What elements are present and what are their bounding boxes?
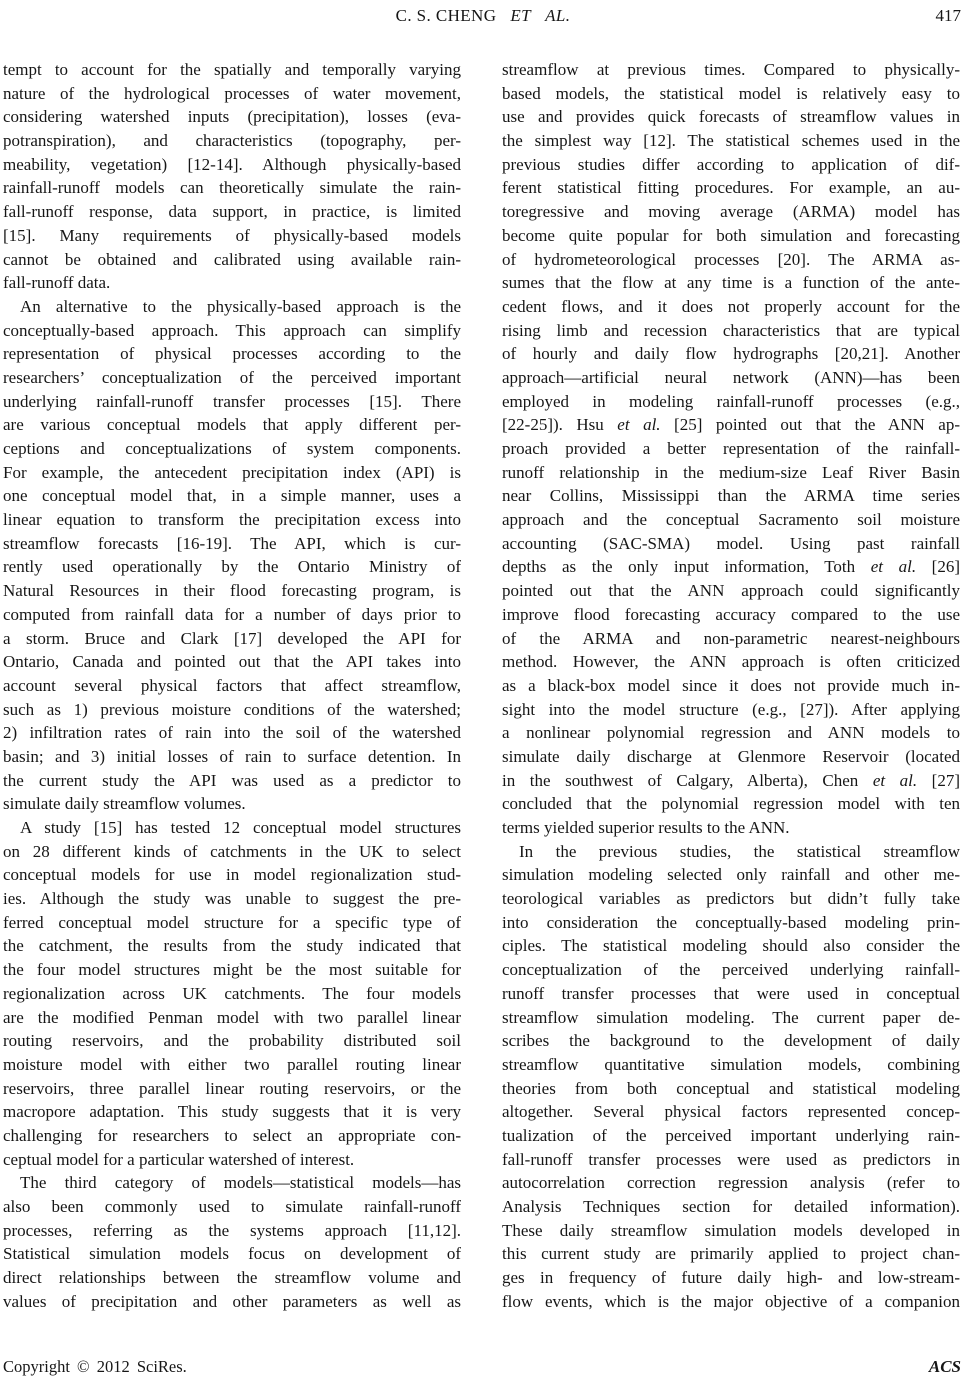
text-line: are various conceptual models that apply different per- (3, 415, 461, 435)
text-line: [22-25]). Hsu et al. [25] pointed out that the ANN ap- (502, 415, 960, 435)
text-line: ferent statistical fitting procedures. For example, an au- (502, 178, 960, 198)
text-line: rainfall-runoff models can theoretically simulate the rain- (3, 178, 461, 198)
text-line: streamflow quantitative simulation models, combining (502, 1054, 960, 1074)
text-line: the four model structures might be the most suitable for (3, 960, 461, 980)
text-line: teorological variables as predictors but didn’t fully take (502, 889, 960, 909)
text-line: macropore adaptation. This study suggests that it is very (3, 1102, 461, 1122)
text-line: ges in frequency of future daily high- and low-stream- (502, 1268, 960, 1288)
text-line: streamflow forecasts [16-19]. The API, which is cur- (3, 533, 461, 553)
text-line: fall-runoff response, data support, in practice, is limited (3, 202, 461, 222)
running-head-etal: ET AL. (510, 6, 571, 25)
text-line: ceptions and conceptualizations of system components. (3, 439, 461, 458)
text-line: researchers’ conceptualization of the perceived important (3, 367, 461, 387)
text-line: conceptually-based approach. This approach can simplify (3, 320, 461, 340)
text-line: considering watershed inputs (precipitation), losses (eva- (3, 107, 461, 127)
text-line: ciples. The statistical modeling should also consider the (502, 936, 960, 956)
text-line: Analysis Techniques section for detailed information). (502, 1197, 960, 1216)
text-line: nature of the hydrological processes of water movement, (3, 83, 461, 103)
text-line: ies. Although the study was unable to suggest the pre- (3, 889, 461, 909)
text-line: this current study are primarily applied to project chan- (502, 1244, 960, 1264)
text-line: of hourly and daily flow hydrographs [20,21]. Another (502, 344, 960, 364)
text-line: of the ARMA and non-parametric nearest-neighbours (502, 628, 960, 648)
text-line: moisture model with either two parallel routing linear (3, 1054, 461, 1074)
text-line: In the previous studies, the statistical streamflow (519, 841, 960, 861)
text-line: The third category of models—statistical models—has (20, 1173, 461, 1193)
text-line: values of precipitation and other parameters as well as (3, 1291, 461, 1311)
text-line: the catchment, the results from the study indicated that (3, 936, 461, 956)
article-body (3, 58, 960, 1313)
text-line: simulate daily discharge at Glenmore Reservoir (located (502, 746, 960, 766)
text-column-right (502, 58, 960, 1313)
text-line: linear equation to transform the precipitation excess into (3, 510, 461, 530)
text-line: are the modified Penman model with two parallel linear (3, 1007, 461, 1027)
text-column-left (3, 58, 461, 1313)
text-line: theories from both conceptual and statistical modeling (502, 1078, 960, 1098)
text-line: scribes the background to the development of daily (502, 1031, 960, 1051)
text-line: rising limb and recession characteristics that are typical (502, 320, 960, 340)
text-line: basin; and 3) initial losses of rain to surface detention. In (3, 746, 461, 766)
text-line: proach provided a better representation of the rainfall- (502, 439, 960, 458)
text-line: Natural Resources in their flood forecasting program, is (3, 581, 461, 601)
text-line: rently used operationally by the Ontario Ministry of (3, 557, 461, 577)
text-line: cedent flows, and it does not properly account for the (502, 296, 960, 316)
text-line: An alternative to the physically-based approach is the (20, 296, 461, 316)
text-line: potranspiration), and characteristics (topography, per- (3, 131, 461, 151)
text-line: pointed out that the ANN approach could significantly (502, 581, 960, 601)
text-line: become quite popular for both simulation and forecasting (502, 225, 960, 245)
text-line: [15]. Many requirements of physically-based models (3, 225, 461, 245)
text-line: into consideration the conceptually-based modeling prin- (502, 912, 960, 932)
text-line: These daily streamflow simulation models developed in (502, 1220, 960, 1240)
text-line: 2) infiltration rates of rain into the soil of the watershed (3, 723, 461, 743)
text-line: streamflow simulation modeling. The current paper de- (502, 1007, 960, 1027)
text-line: routing reservoirs, and the probability distributed soil (3, 1031, 461, 1051)
text-line: A study [15] has tested 12 conceptual model structures (20, 818, 461, 837)
text-line: based models, the statistical model is relatively easy to (502, 83, 960, 103)
text-line: computed from rainfall data for a number of days prior to (3, 604, 461, 624)
text-line: regionalization across UK catchments. The four models (3, 983, 461, 1003)
text-line: sight into the model structure (e.g., [27]). After applying (502, 699, 960, 719)
text-line: depths as the only input information, Toth et al. [26] (502, 557, 960, 577)
text-line: one conceptual model that, in a simple manner, uses a (3, 486, 461, 506)
text-line: account several physical factors that affect streamflow, (3, 675, 461, 695)
text-line: autocorrelation correction regression analysis (refer to (502, 1173, 960, 1193)
text-line: a nonlinear polynomial regression and ANN models to (502, 723, 960, 743)
text-line: a storm. Bruce and Clark [17] developed the API for (3, 628, 461, 648)
footer-journal-abbrev: ACS (928, 1357, 961, 1376)
text-line: runoff relationship in the medium-size Leaf River Basin (502, 462, 960, 482)
text-line: processes, referring as the systems approach [11,12]. (3, 1220, 461, 1240)
running-head (0, 6, 966, 26)
text-line: the simplest way [12]. The statistical schemes used in the (502, 131, 960, 151)
text-line: underlying rainfall-runoff transfer processes [15]. There (3, 391, 461, 411)
footer-copyright: Copyright © 2012 SciRes. (3, 1357, 187, 1376)
text-line: employed in modeling rainfall-runoff processes (e.g., (502, 391, 960, 411)
text-line: on 28 different kinds of catchments in the UK to select (3, 841, 461, 861)
text-line: improve flood forecasting accuracy compared to the use (502, 604, 960, 624)
text-line: accounting (SAC-SMA) model. Using past rainfall (502, 533, 960, 553)
text-line: simulate daily streamflow volumes. (3, 794, 246, 814)
text-line: representation of physical processes according to the (3, 344, 461, 364)
page-number: 417 (935, 6, 961, 25)
text-line: terms yielded superior results to the ANN. (502, 818, 790, 837)
text-line: simulation modeling selected only rainfall and other me- (502, 865, 960, 885)
text-line: concluded that the polynomial regression model with ten (502, 794, 960, 814)
text-line: flow events, which is the major objective of a companion (502, 1291, 960, 1311)
text-line: runoff transfer processes that were used in conceptual (502, 983, 960, 1003)
text-line: ceptual model for a particular watershed of interest. (3, 1149, 355, 1169)
text-line: direct relationships between the streamflow volume and (3, 1268, 461, 1288)
text-line: conceptualization of the perceived underlying rainfall- (502, 960, 960, 980)
text-line: cannot be obtained and calibrated using available rain- (3, 249, 461, 269)
text-line: Ontario, Canada and pointed out that the API takes into (3, 652, 461, 672)
text-line: tualization of the perceived important underlying rain- (502, 1125, 960, 1145)
text-line: method. However, the ANN approach is often criticized (502, 652, 960, 672)
text-line: For example, the antecedent precipitation index (API) is (3, 462, 461, 482)
text-line: fall-runoff data. (3, 273, 111, 293)
text-line: altogether. Several physical factors represented concep- (502, 1102, 960, 1122)
text-line: streamflow at previous times. Compared to physically- (502, 60, 960, 79)
text-line: challenging for researchers to select an appropriate con- (3, 1125, 461, 1145)
text-line: as a black-box model since it does not provide much in- (502, 675, 960, 695)
text-line: such as 1) previous moisture conditions of the watershed; (3, 699, 461, 719)
text-line: also been commonly used to simulate rainfall-runoff (3, 1197, 461, 1216)
running-head-authors: C. S. CHENG (395, 6, 497, 25)
text-line: tempt to account for the spatially and temporally varying (3, 60, 461, 79)
text-line: previous studies differ according to application of dif- (502, 154, 960, 174)
text-line: conceptual models for use in model regionalization stud- (3, 865, 461, 885)
text-line: near Collins, Mississippi than the ARMA time series (502, 486, 960, 506)
text-line: the current study the API was used as a predictor to (3, 770, 461, 790)
text-line: toregressive and moving average (ARMA) model has (502, 202, 960, 222)
text-line: meability, vegetation) [12-14]. Although physically-based (3, 154, 461, 174)
text-line: reservoirs, three parallel linear routing reservoirs, or the (3, 1078, 461, 1098)
text-line: Statistical simulation models focus on development of (3, 1244, 461, 1264)
text-line: fall-runoff transfer processes were used as predictors in (502, 1149, 960, 1169)
text-line: approach—artificial neural network (ANN)—has been (502, 367, 960, 387)
text-line: use and provides quick forecasts of streamflow values in (502, 107, 960, 127)
text-line: of hydrometeorological processes [20]. The ARMA as- (502, 249, 960, 269)
text-line: ferred conceptual model structure for a specific type of (3, 912, 461, 932)
text-line: in the southwest of Calgary, Alberta), Chen et al. [27] (502, 770, 960, 790)
text-line: sumes that the flow at any time is a function of the ante- (502, 273, 960, 293)
text-line: approach and the conceptual Sacramento soil moisture (502, 510, 960, 530)
